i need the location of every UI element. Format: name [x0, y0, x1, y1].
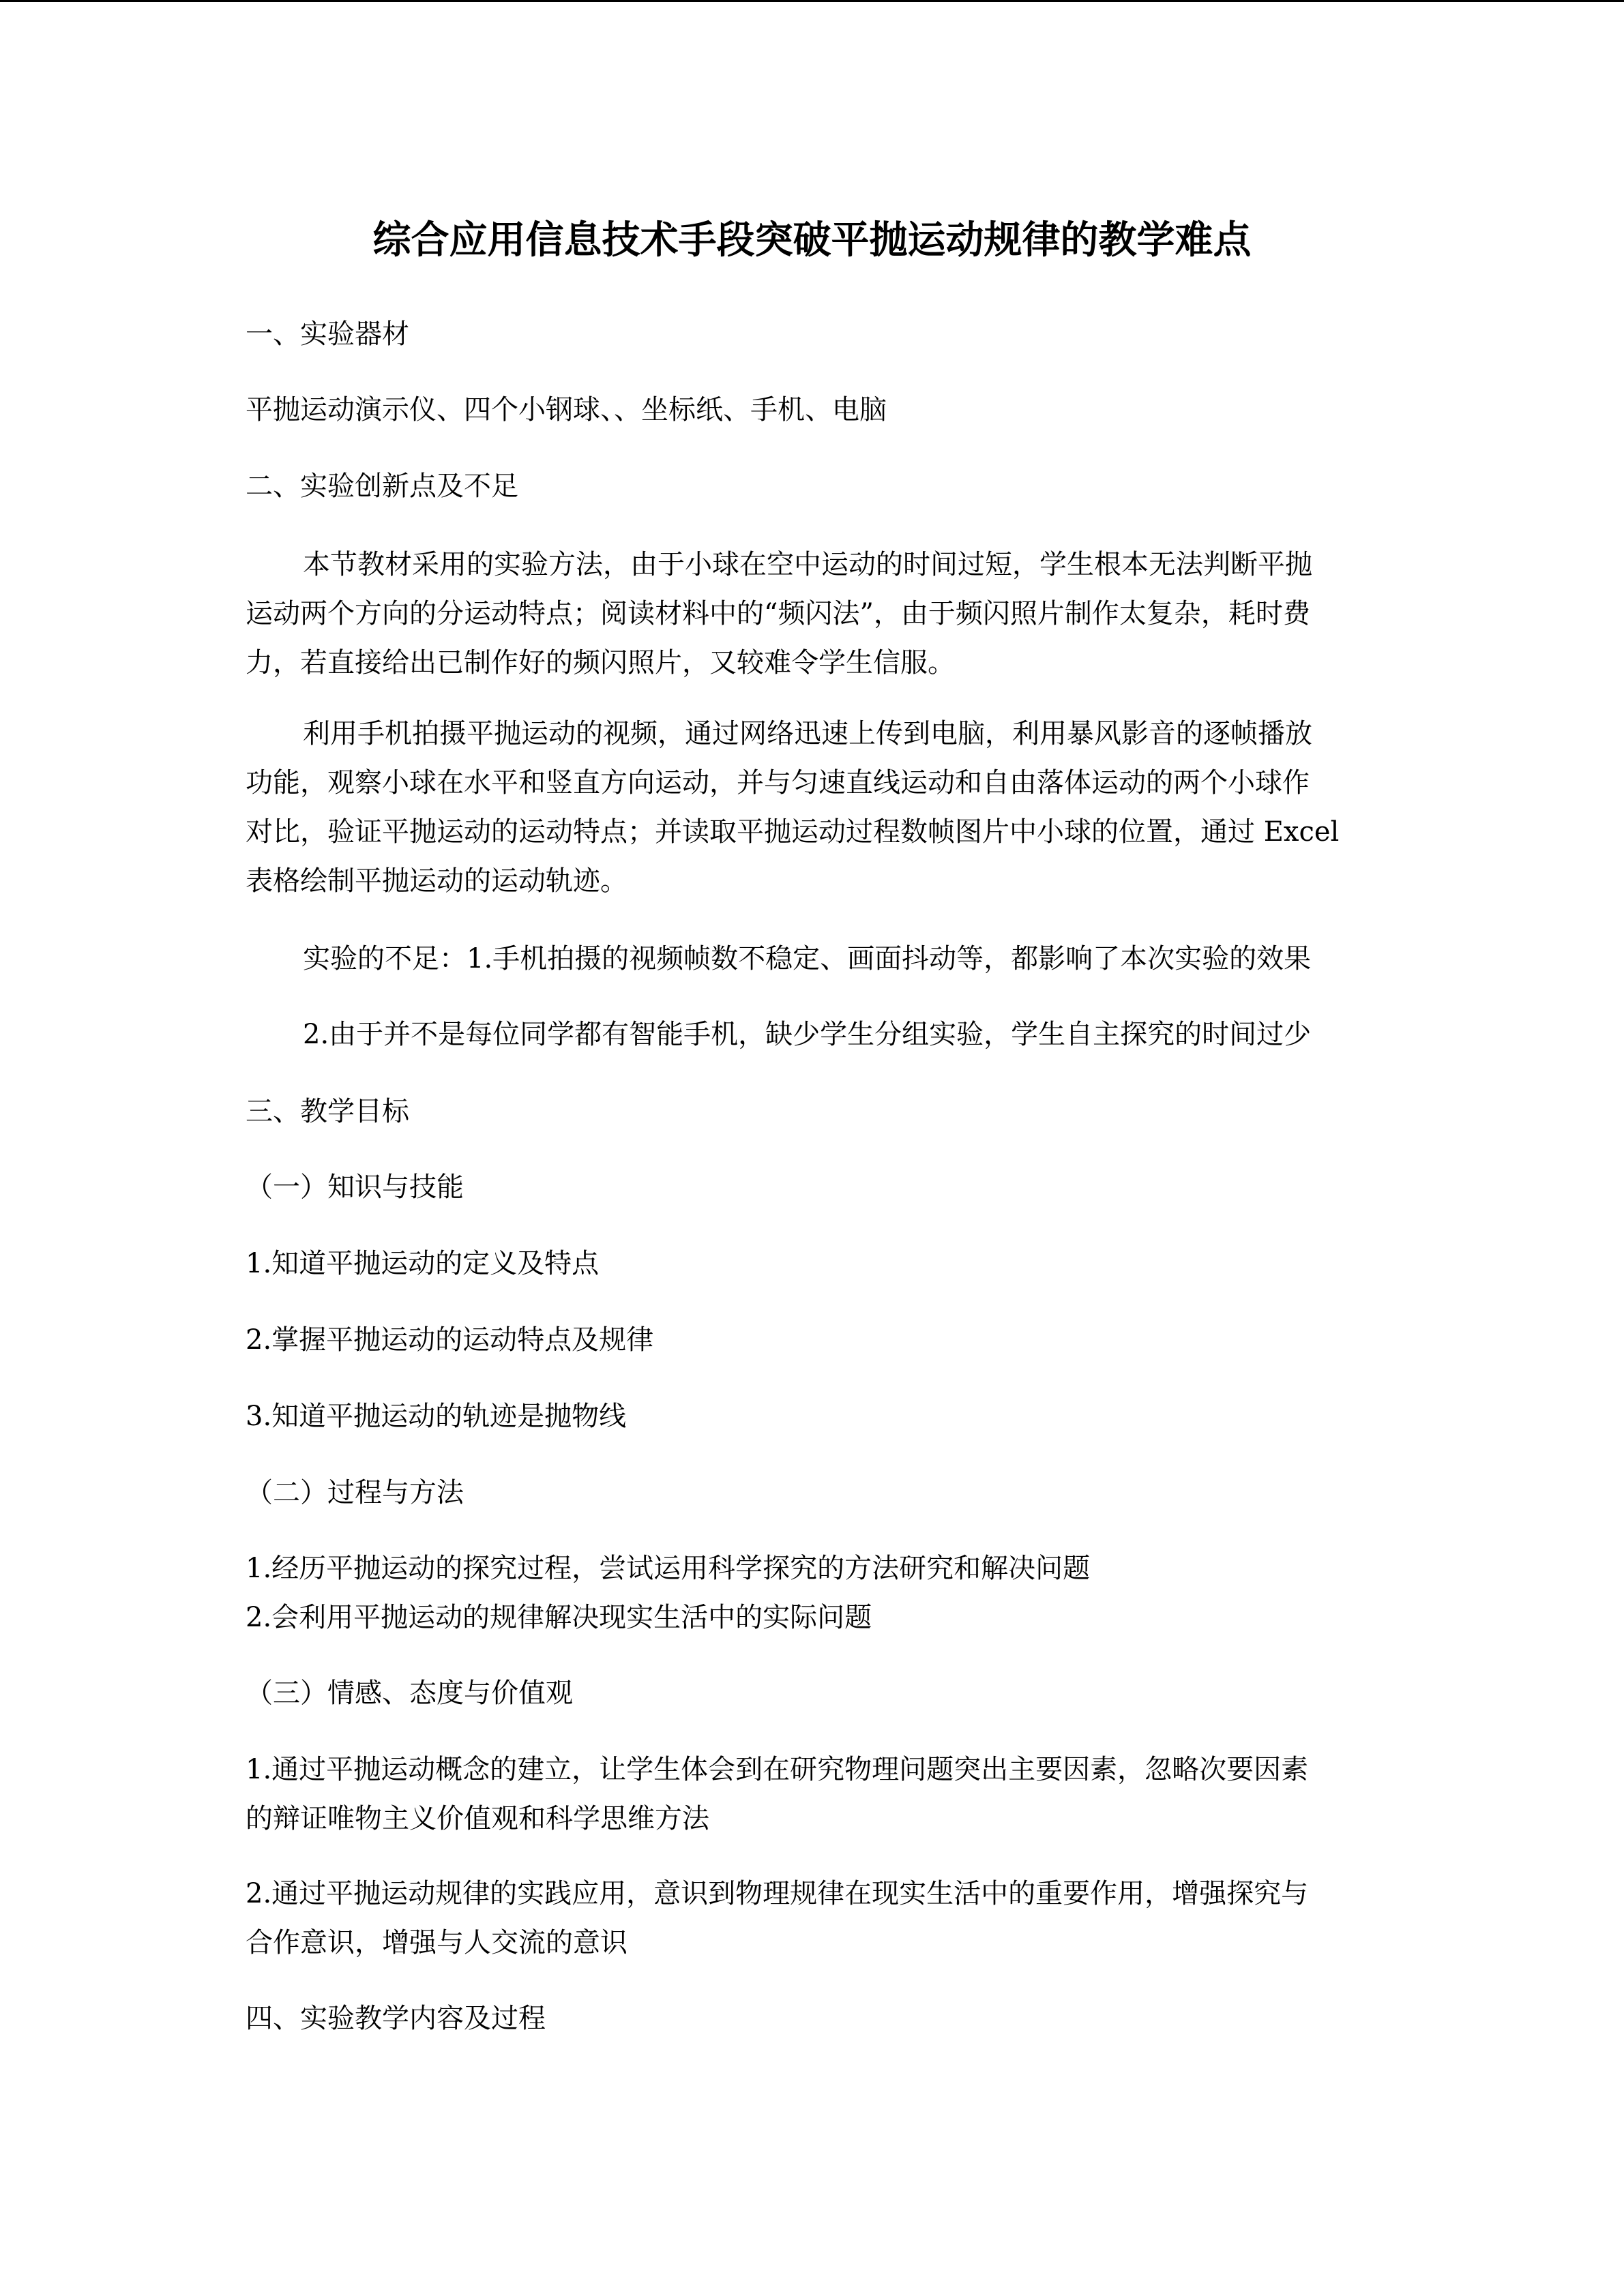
paragraph-shortcoming-1: 实验的不足：1.手机拍摄的视频帧数不稳定、画面抖动等，都影响了本次实验的效果: [303, 943, 1312, 974]
paragraph-line: 力，若直接给出已制作好的频闪照片，又较难令学生信服。: [246, 647, 955, 679]
knowledge-item: 3.知道平抛运动的轨迹是抛物线: [246, 1401, 627, 1432]
paragraph-line: 1.通过平抛运动概念的建立，让学生体会到在研究物理问题突出主要因素，忽略次要因素: [246, 1754, 1309, 1785]
process-item: 2.会利用平抛运动的规律解决现实生活中的实际问题: [246, 1602, 872, 1633]
values-item-2: [246, 1869, 1378, 1967]
paragraph-line: 利用手机拍摄平抛运动的视频，通过网络迅速上传到电脑，利用暴风影音的逐帧播放: [303, 718, 1312, 749]
paragraph-textbook-method: [246, 540, 1378, 687]
section-heading-teaching-process: 四、实验教学内容及过程: [246, 2003, 546, 2034]
subheading-process-method: （二）过程与方法: [246, 1477, 464, 1508]
subheading-knowledge-skills: （一）知识与技能: [246, 1172, 464, 1203]
paragraph-line: 合作意识，增强与人交流的意识: [246, 1927, 628, 1958]
paragraph-phone-video: [246, 709, 1378, 906]
paragraph-line: 功能，观察小球在水平和竖直方向运动，并与匀速直线运动和自由落体运动的两个小球作: [246, 767, 1310, 799]
process-item: 1.经历平抛运动的探究过程，尝试运用科学探究的方法研究和解决问题: [246, 1553, 1091, 1584]
paragraph-line: 2.通过平抛运动规律的实践应用，意识到物理规律在现实生活中的重要作用，增强探究与: [246, 1878, 1309, 1909]
paragraph-line: 表格绘制平抛运动的运动轨迹。: [246, 865, 628, 897]
paragraph-line: 本节教材采用的实验方法，由于小球在空中运动的时间过短，学生根本无法判断平抛: [303, 549, 1312, 580]
paragraph-line: 的辩证唯物主义价值观和科学思维方法: [246, 1803, 709, 1834]
knowledge-item: 1.知道平抛运动的定义及特点: [246, 1248, 600, 1279]
section-heading-equipment: 一、实验器材: [246, 318, 409, 350]
equipment-list: 平抛运动演示仪、四个小钢球、、坐标纸、手机、电脑: [246, 394, 887, 426]
paragraph-line: 对比，验证平抛运动的运动特点；并读取平抛运动过程数帧图片中小球的位置，通过 Excel: [246, 816, 1340, 848]
document-title: 综合应用信息技术手段突破平抛运动规律的教学难点: [372, 218, 1252, 263]
subheading-emotion-values: （三）情感、态度与价值观: [246, 1678, 573, 1709]
paragraph-shortcoming-2: 2.由于并不是每位同学都有智能手机，缺少学生分组实验，学生自主探究的时间过少: [303, 1019, 1312, 1050]
values-item-1: [246, 1745, 1378, 1843]
section-heading-innovation: 二、实验创新点及不足: [246, 471, 518, 502]
knowledge-item: 2.掌握平抛运动的运动特点及规律: [246, 1324, 654, 1356]
section-heading-goals: 三、教学目标: [246, 1096, 409, 1127]
paragraph-line: 运动两个方向的分运动特点；阅读材料中的“频闪法”，由于频闪照片制作太复杂，耗时费: [246, 598, 1310, 629]
